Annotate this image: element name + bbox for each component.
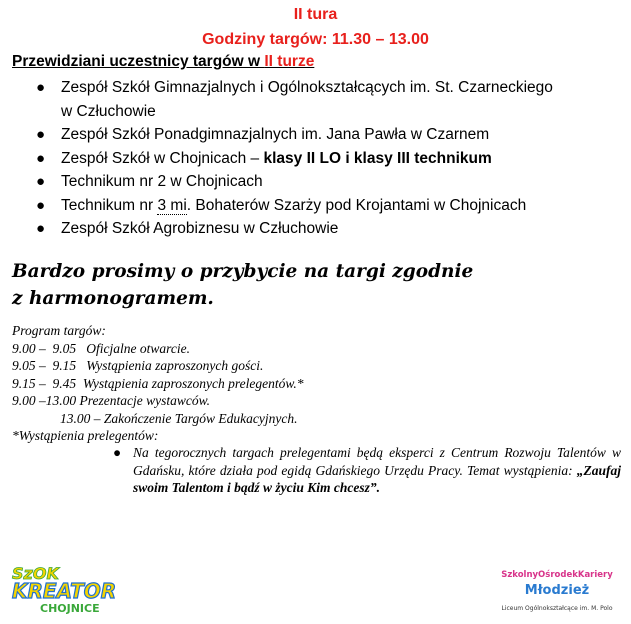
bullet-icon: ● bbox=[36, 173, 46, 190]
bullet-icon: ● bbox=[113, 445, 122, 460]
school-name-prefix: Technikum nr bbox=[61, 196, 158, 214]
school-name: Technikum nr 2 w Chojnicach bbox=[61, 173, 263, 190]
logo-word: SzkolnyOśrodekKariery bbox=[501, 570, 613, 580]
logo-word: Liceum Ogólnokształcące im. M. Polo bbox=[501, 605, 613, 612]
tura-heading: II tura bbox=[293, 6, 338, 23]
bullet-icon: ● bbox=[36, 79, 46, 96]
list-item bbox=[0, 147, 601, 171]
school-classes: klasy II LO i klasy III technikum bbox=[263, 149, 492, 167]
school-name-rest: . Bohaterów Szarży pod Krojantami w Chojnicach bbox=[186, 196, 527, 214]
sok-mlodziez-logo bbox=[494, 562, 620, 614]
schools-list bbox=[0, 76, 601, 241]
bullet-icon: ● bbox=[36, 149, 46, 167]
school-name-dotted: 3 mi bbox=[157, 196, 187, 214]
list-item bbox=[0, 217, 601, 241]
program-item: 9.15 – 9.45 Wystąpienia zaproszonych prelegentów.* bbox=[12, 375, 304, 391]
school-name-cont: w Człuchowie bbox=[61, 102, 156, 120]
bullet-icon: ● bbox=[36, 220, 46, 237]
program-item: 9.00 –13.00 Prezentacje wystawców. bbox=[12, 393, 210, 408]
logo-word: KREATOR bbox=[12, 579, 117, 603]
logo-word: SzOK bbox=[12, 564, 59, 583]
appeal-line: z harmonogramem. bbox=[12, 288, 214, 309]
footnote-title: *Wystąpienia prelegentów: bbox=[12, 428, 159, 443]
list-item bbox=[0, 170, 601, 194]
participants-heading-prefix: Przewidziani uczestnicy targów w bbox=[12, 53, 265, 70]
szok-kreator-logo-graphic bbox=[10, 562, 120, 614]
school-name: Zespół Szkół Ponadgimnazjalnych im. Jana Pawła w Czarnem bbox=[61, 126, 490, 143]
logo-word: Młodzież bbox=[524, 583, 590, 598]
list-item bbox=[0, 194, 601, 218]
program-item: 9.05 – 9.15 Wystąpienia zaproszonych gości. bbox=[12, 358, 264, 373]
bullet-icon: ● bbox=[36, 196, 46, 214]
list-item bbox=[0, 76, 601, 123]
school-name: Zespół Szkół w Chojnicach – bbox=[61, 149, 264, 167]
note-text: Na tegorocznych targach prelegentami będą eksperci z Centrum Rozwoju Talentów w Gdańsku, które działa pod egidą Gdańskiego Urzędu Pracy. Temat wystąpienia: bbox=[133, 445, 621, 478]
participants-heading-highlight: II turze bbox=[264, 53, 315, 70]
bullet-icon: ● bbox=[36, 126, 46, 143]
program-title: Program targów: bbox=[12, 323, 106, 338]
appeal-line: Bardzo prosimy o przybycie na targi zgodnie bbox=[12, 261, 474, 282]
participants-heading bbox=[12, 53, 314, 71]
speakers-note bbox=[113, 444, 621, 497]
program-item: 9.00 – 9.05 Oficjalne otwarcie. bbox=[12, 340, 190, 356]
logo-word: CHOJNICE bbox=[40, 602, 100, 614]
school-name: Zespół Szkół Gimnazjalnych i Ogólnokształcących im. St. Czarneckiego bbox=[61, 79, 553, 96]
program-section bbox=[12, 322, 303, 445]
szok-kreator-logo bbox=[10, 562, 120, 614]
appeal-text bbox=[12, 258, 473, 312]
note-quote: „Zaufaj swoim Talentom i bądź w życiu Kim chcesz”. bbox=[133, 462, 621, 495]
sok-mlodziez-logo-graphic bbox=[494, 562, 620, 614]
school-name: Zespół Szkół Agrobiznesu w Człuchowie bbox=[61, 220, 339, 237]
hours-heading: Godziny targów: 11.30 – 13.00 bbox=[202, 31, 429, 48]
list-item bbox=[0, 123, 601, 147]
program-closing: 13.00 – Zakończenie Targów Edukacyjnych. bbox=[60, 410, 298, 426]
